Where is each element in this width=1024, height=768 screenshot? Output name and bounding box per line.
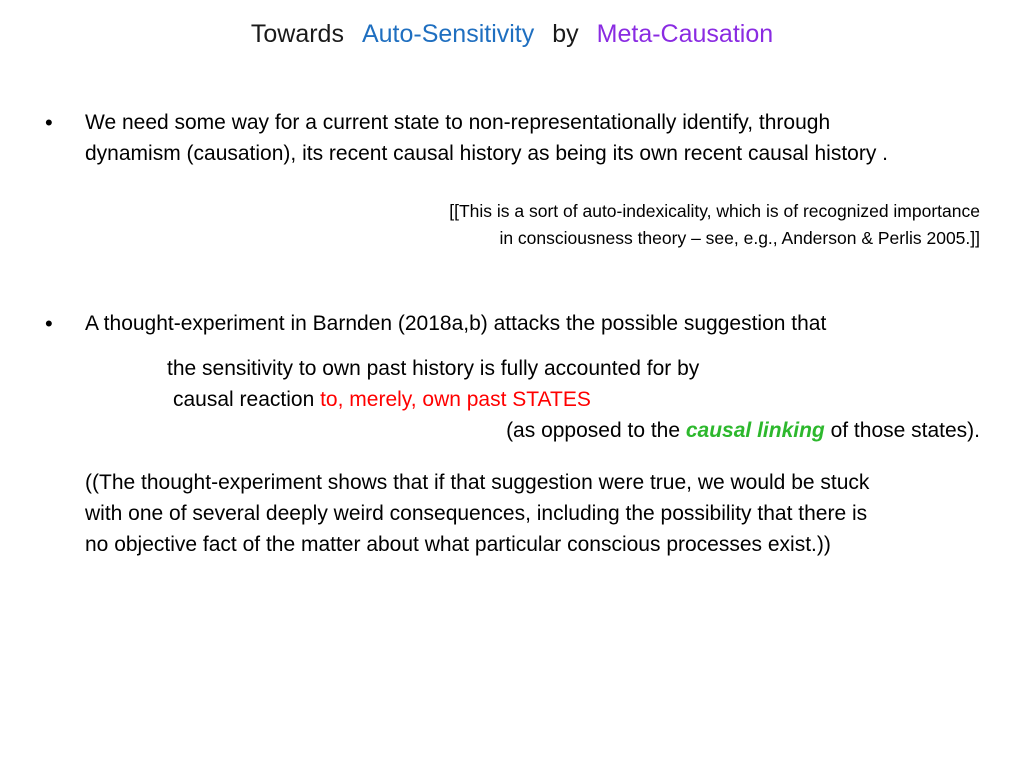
bullet-2-line-1: A thought-experiment in Barnden (2018a,b) attacks the possible suggestion that — [85, 312, 827, 335]
slide-title — [0, 19, 1024, 49]
bullet-1-marker: • — [45, 110, 53, 135]
title-word-towards: Towards — [250, 20, 344, 48]
bullet-2-para-line-2: with one of several deeply weird consequences, including the possibility that there is — [85, 502, 868, 525]
indent-line-3-suffix: of those states). — [824, 419, 980, 442]
indent-line-3-green: causal linking — [685, 419, 825, 442]
indent-line-2-prefix: causal reaction — [173, 388, 321, 411]
bullet-1-line-1: We need some way for a current state to non-representationally identify, through — [85, 111, 831, 134]
bullet-2-indent-line-2 — [173, 385, 591, 416]
title-word-by: by — [552, 20, 579, 48]
indent-line-2-red: to, merely, own past STATES — [320, 388, 591, 411]
bullet-2-indent-line-1: the sensitivity to own past history is fully accounted for by — [167, 357, 700, 380]
title-word-meta-causation: Meta-Causation — [596, 20, 774, 48]
bullet-2-marker: • — [45, 311, 53, 336]
title-word-auto-sensitivity: Auto-Sensitivity — [361, 20, 535, 48]
bullet-2-indent-line-3 — [506, 416, 980, 447]
indent-line-3-prefix: (as opposed to the — [506, 419, 686, 442]
bullet-1-line-2: dynamism (causation), its recent causal history as being its own recent causal history . — [85, 142, 889, 165]
bullet-1-note-line-2: in consciousness theory – see, e.g., Anderson & Perlis 2005.]] — [499, 228, 980, 248]
bullet-2-para-line-1: ((The thought-experiment shows that if that suggestion were true, we would be stuck — [85, 471, 870, 494]
bullet-1-note-line-1: [[This is a sort of auto-indexicality, which is of recognized importance — [449, 201, 980, 221]
bullet-2-para-line-3: no objective fact of the matter about what particular conscious processes exist.)) — [85, 533, 831, 556]
